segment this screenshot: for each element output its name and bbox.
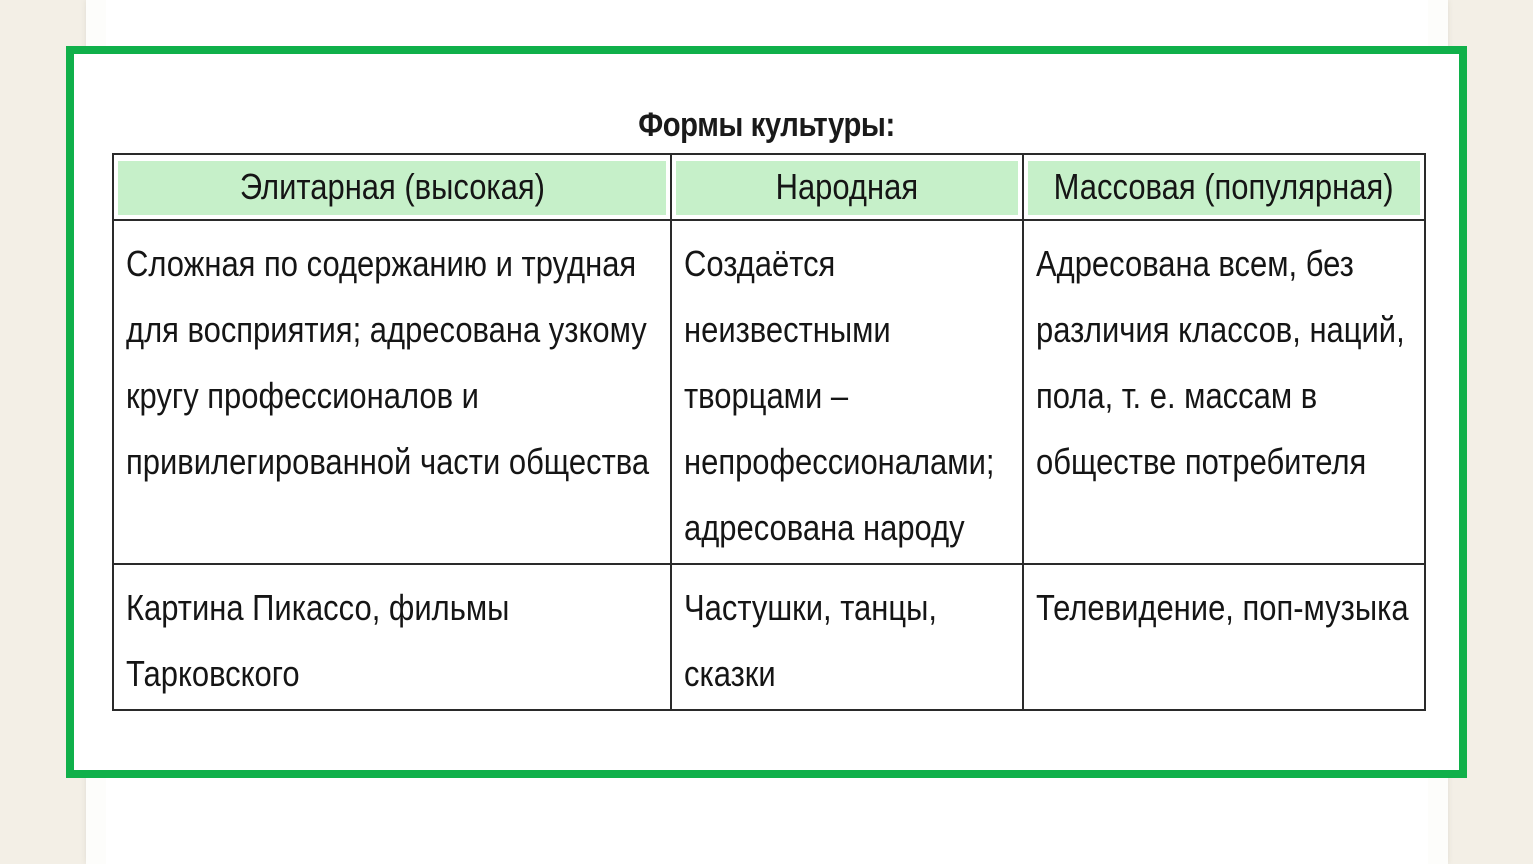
header-label: Массовая (популярная) (1054, 166, 1394, 207)
cell-folk-examples (671, 564, 1023, 710)
cell-text: Создаётся неизвестными творцами – непрофессионалами; адресована народу (684, 243, 995, 548)
cell-text: Сложная по содержанию и трудная для восприятия; адресована узкому кругу профессионалов и привилегированной части общества (126, 243, 650, 482)
cell-text: Картина Пикассо, фильмы Тарковского (126, 587, 510, 694)
table-row-examples (113, 564, 1425, 710)
page-title: Формы культуры: (638, 106, 895, 144)
cell-text: Телевидение, поп-музыка (1036, 587, 1409, 628)
header-folk (671, 154, 1023, 220)
header-label: Народная (775, 166, 919, 207)
header-mass (1023, 154, 1425, 220)
cell-mass-examples (1023, 564, 1425, 710)
culture-forms-table (112, 153, 1426, 711)
green-frame (66, 46, 1467, 778)
table-header-row (113, 154, 1425, 220)
cell-elite-description (113, 220, 671, 564)
header-elite (113, 154, 671, 220)
cell-mass-description (1023, 220, 1425, 564)
cell-elite-examples (113, 564, 671, 710)
table-row-description (113, 220, 1425, 564)
cell-text: Частушки, танцы, сказки (684, 587, 937, 694)
header-label: Элитарная (высокая) (239, 166, 545, 207)
cell-text: Адресована всем, без различия классов, наций, пола, т. е. массам в обществе потребителя (1036, 243, 1405, 482)
cell-folk-description (671, 220, 1023, 564)
